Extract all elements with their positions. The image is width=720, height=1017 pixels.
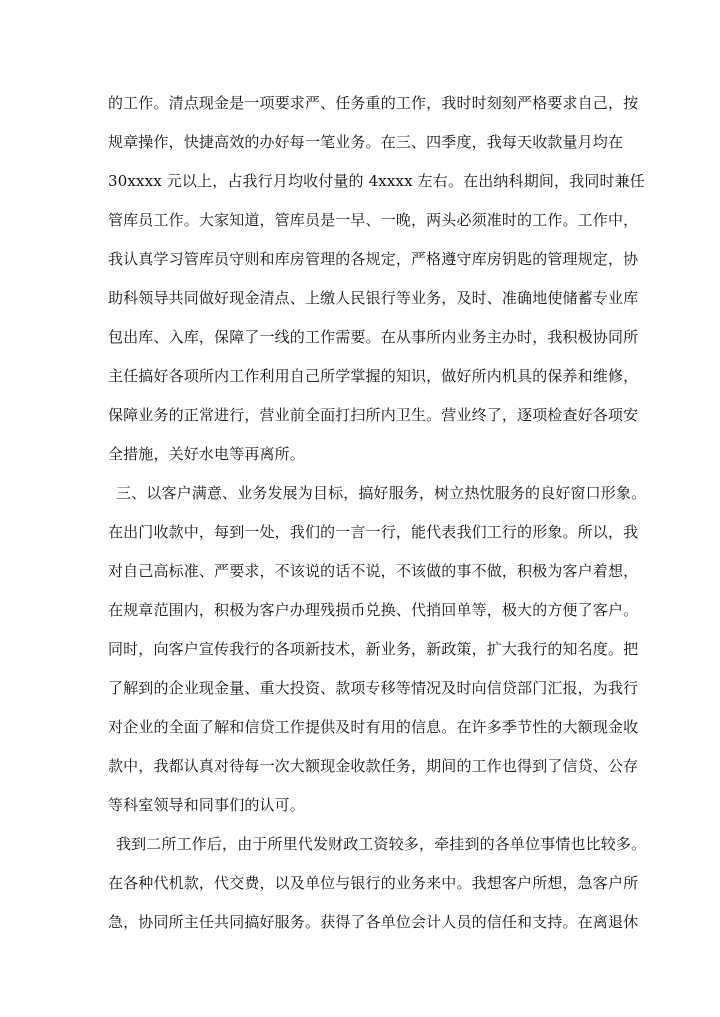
text-line: 保障业务的正常进行，营业前全面打扫所内卫生。营业终了，逐项检查好各项安 bbox=[108, 406, 639, 424]
text-line: 对企业的全面了解和信贷工作提供及时有用的信息。在许多季节性的大额现金收 bbox=[108, 718, 639, 736]
text-line: 包出库、入库，保障了一线的工作需要。在从事所内业务主办时，我积极协同所 bbox=[108, 328, 639, 346]
text-line: 了解到的企业现金量、重大投资、款项专移等情况及时向信贷部门汇报，为我行 bbox=[108, 679, 639, 697]
text-line: 对自己高标准、严要求，不该说的话不说，不该做的事不做，积极为客户着想， bbox=[108, 562, 639, 580]
text-line: 在各种代机款，代交费，以及单位与银行的业务来中。我想客户所想，急客户所 bbox=[108, 874, 639, 892]
text-line: 同时，向客户宣传我行的各项新技术，新业务，新政策，扩大我行的知名度。把 bbox=[108, 640, 639, 658]
text-line: 的工作。清点现金是一项要求严、任务重的工作，我时时刻刻严格要求自己，按 bbox=[108, 94, 639, 112]
text-line: 全措施，关好水电等再离所。 bbox=[108, 445, 305, 463]
text-line: 30xxxx 元以上，占我行月均收付量的 4xxxx 左右。在出纳科期间，我同时兼任 bbox=[108, 172, 645, 190]
text-line: 在出门收款中，每到一处，我们的一言一行，能代表我们工行的形象。所以，我 bbox=[108, 523, 639, 541]
section-heading: 三、以客户满意、业务发展为目标，搞好服务，树立热忱服务的良好窗口形象。 bbox=[116, 484, 647, 502]
text-line: 助科领导共同做好现金清点、上缴人民银行等业务，及时、准确地使储蓄专业库 bbox=[108, 289, 639, 307]
text-line: 在规章范围内，积极为客户办理残损币兑换、代捎回单等，极大的方便了客户。 bbox=[108, 601, 639, 619]
text-line: 规章操作，快捷高效的办好每一笔业务。在三、四季度，我每天收款量月均在 bbox=[108, 133, 624, 151]
text-line: 款中，我都认真对待每一次大额现金收款任务，期间的工作也得到了信贷、公存 bbox=[108, 757, 639, 775]
text-line: 管库员工作。大家知道，管库员是一早、一晚，两头必须准时的工作。工作中， bbox=[108, 211, 639, 229]
text-line: 等科室领导和同事们的认可。 bbox=[108, 796, 305, 814]
text-line: 急，协同所主任共同搞好服务。获得了各单位会计人员的信任和支持。在离退休 bbox=[108, 913, 639, 931]
paragraph-start: 我到二所工作后，由于所里代发财政工资较多，牵挂到的各单位事情也比较多。 bbox=[116, 835, 647, 853]
text-line: 我认真学习管库员守则和库房管理的各规定，严格遵守库房钥匙的管理规定，协 bbox=[108, 250, 639, 268]
text-line: 主任搞好各项所内工作利用自己所学掌握的知识，做好所内机具的保养和维修， bbox=[108, 367, 639, 385]
